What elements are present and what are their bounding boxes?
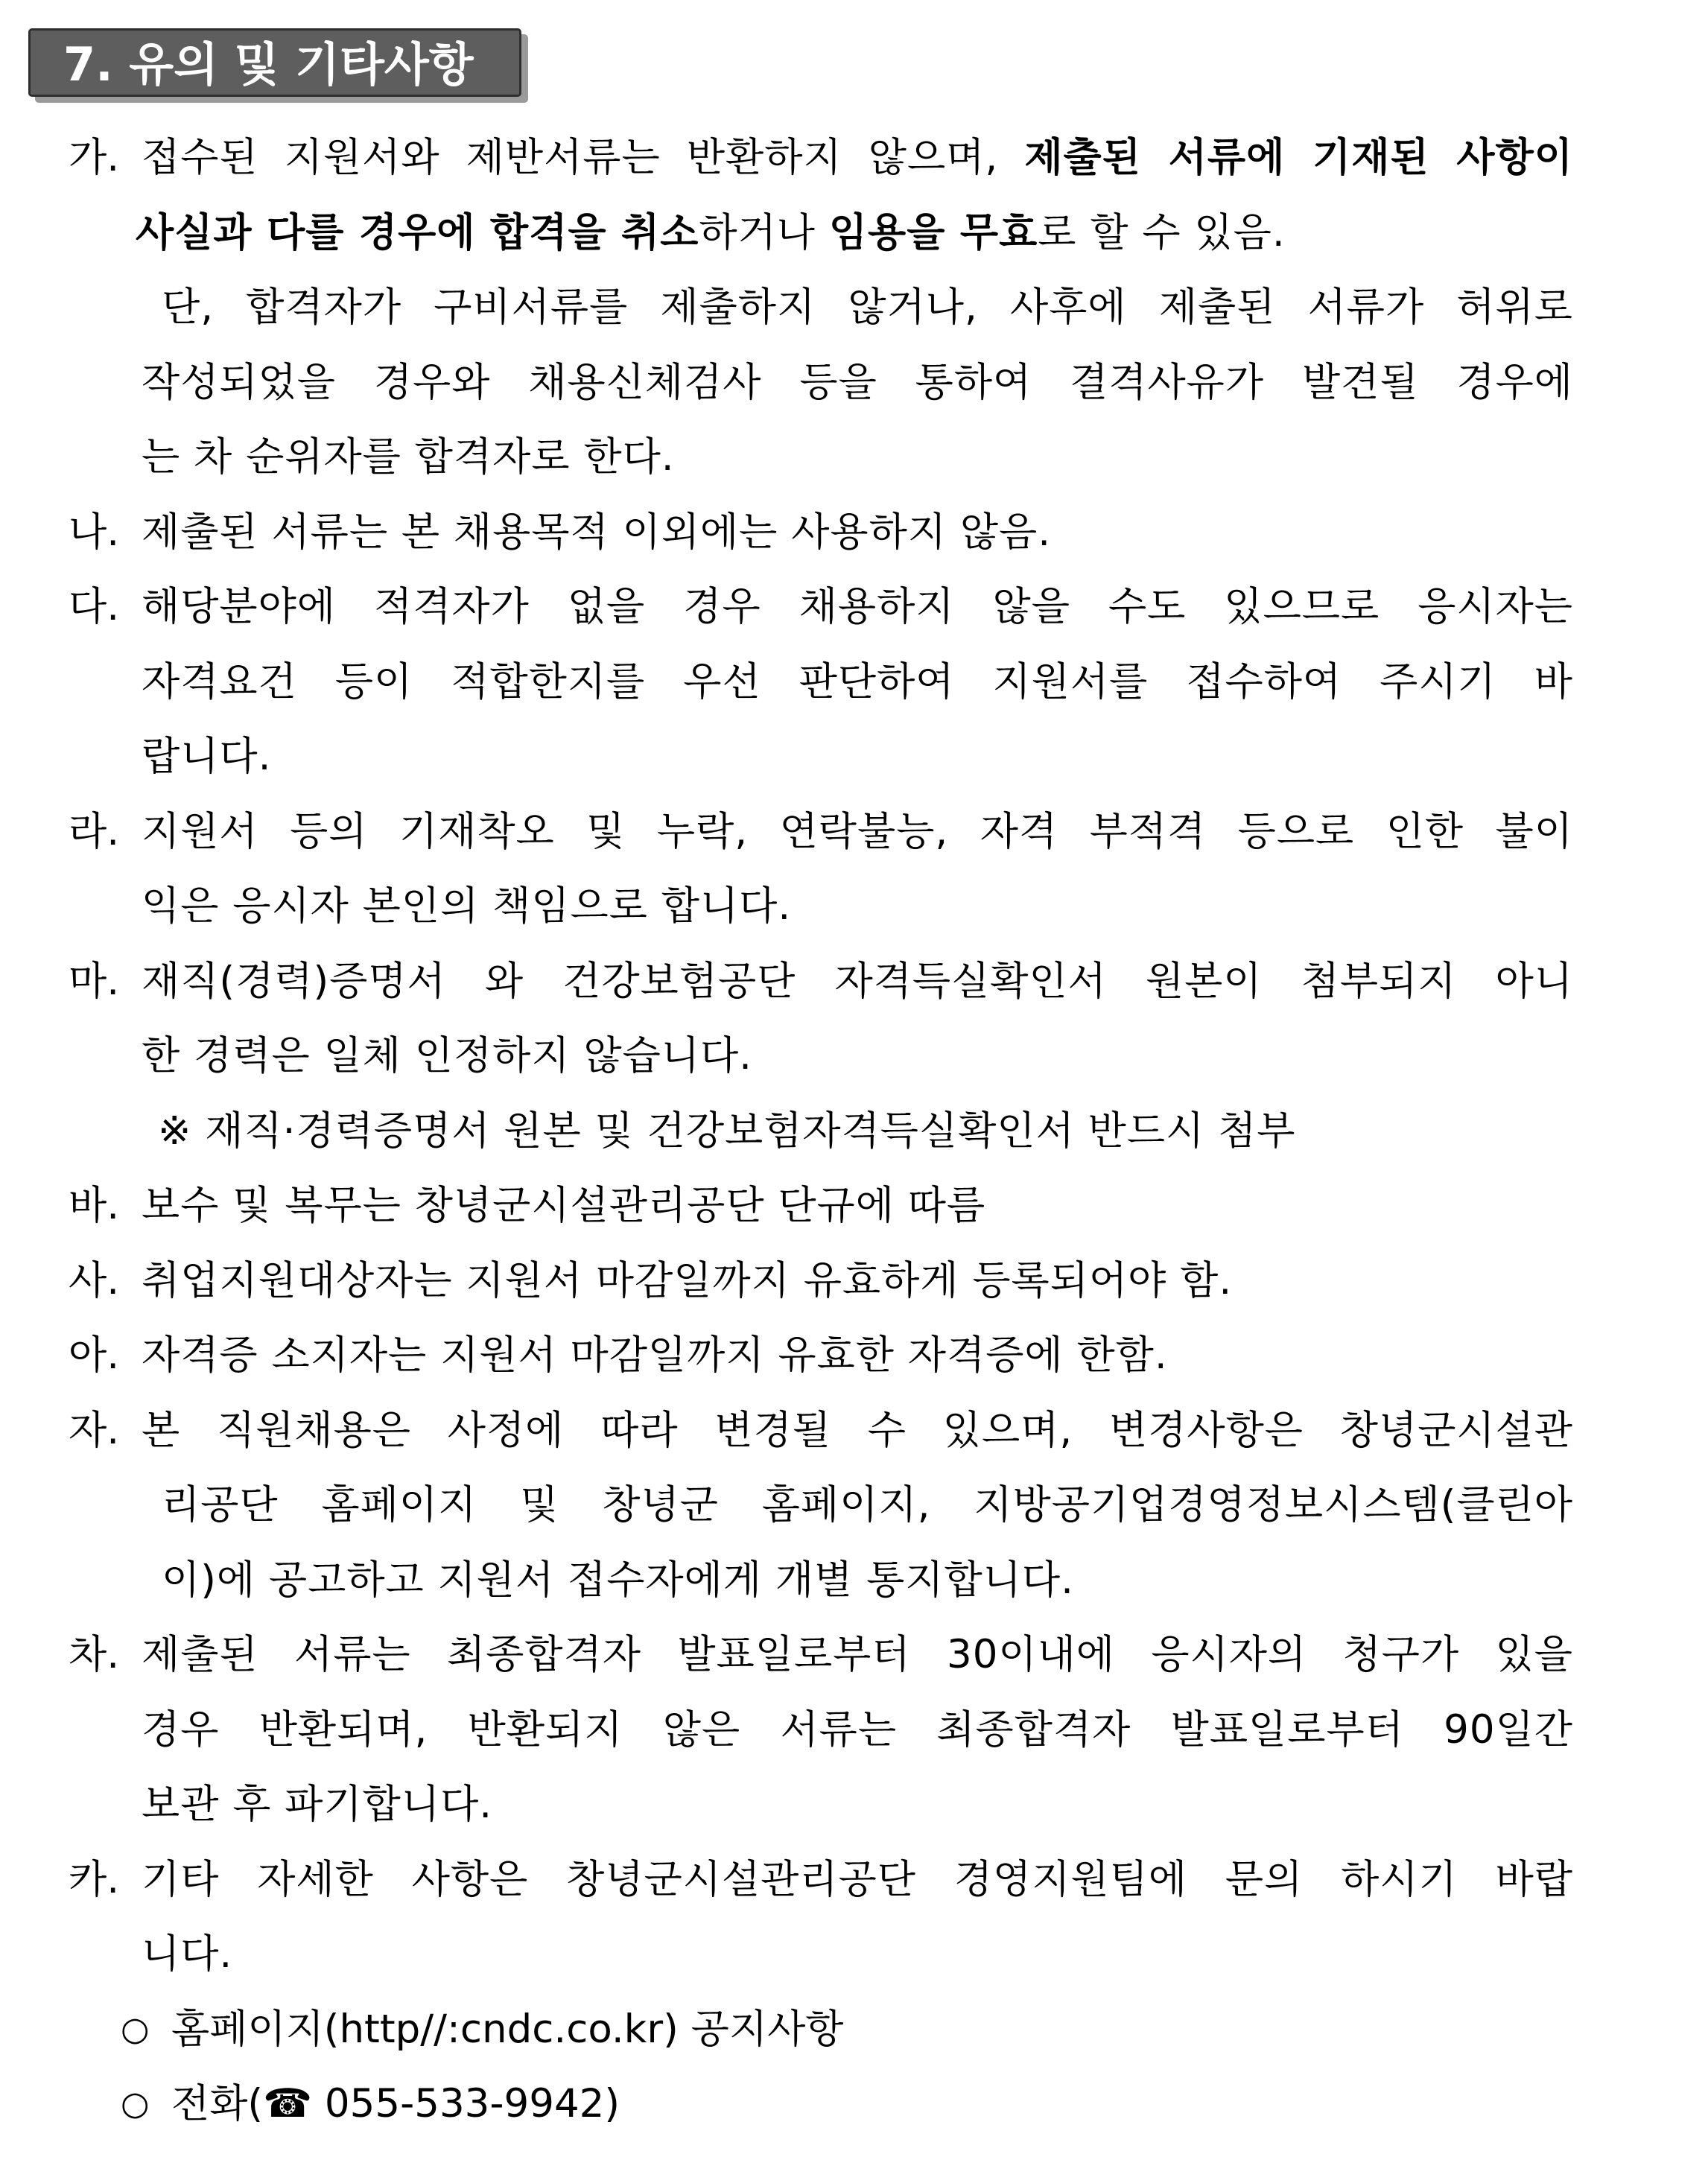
- item-marker: 아.: [69, 1332, 120, 1378]
- item-text-line: 보관 후 파기합니다.: [142, 1782, 493, 1827]
- item-text: 지원서 등의 기재착오 및 누락, 연락불능, 자격 부적격 등으로 인한 불이: [142, 808, 1573, 854]
- item-text-line: 자격요건 등이 적합한지를 우선 판단하여 지원서를 접수하여 주시기 바: [142, 658, 1573, 705]
- item-text-line: 사실과 다를 경우에 합격을 취소하거나 임용을 무효로 할 수 있음.: [136, 209, 1286, 255]
- item-marker: 다.: [69, 584, 120, 629]
- item-text-line: 한 경력은 일체 인정하지 않습니다.: [142, 1033, 753, 1078]
- item-marker: 라.: [69, 808, 120, 854]
- item-text: 제출된 서류는 본 채용목적 이외에는 사용하지 않음.: [142, 509, 1052, 555]
- item-text: 보수 및 복무는 창녕군시설관리공단 단규에 따름: [142, 1183, 986, 1228]
- list-item-ga: [69, 121, 1573, 196]
- list-item-ra: [69, 795, 1573, 870]
- item-text-line: 랍니다.: [142, 734, 272, 779]
- item-text: 본 직원채용은 사정에 따라 변경될 수 있으며, 변경사항은 창녕군시설관: [142, 1407, 1573, 1453]
- list-item-na: [69, 495, 1573, 571]
- circle-bullet-icon: ○: [121, 2010, 150, 2048]
- item-text-line: 경우 반환되며, 반환되지 않은 서류는 최종합격자 발표일로부터 90일간: [142, 1706, 1573, 1753]
- item-text: 재직(경력)증명서 와 건강보험공단 자격득실확인서 원본이 첨부되지 아니: [142, 958, 1573, 1004]
- item-marker: 자.: [69, 1407, 120, 1453]
- item-text: 해당분야에 적격자가 없을 경우 채용하지 않을 수도 있으므로 응시자는: [142, 584, 1573, 629]
- item-text: 제출된 서류는 최종합격자 발표일로부터 30이내에 응시자의 청구가 있을: [142, 1632, 1573, 1677]
- list-item-ma: [69, 944, 1573, 1020]
- item-marker: 마.: [69, 958, 120, 1004]
- list-item-sa: [69, 1244, 1573, 1319]
- item-text-line: 단, 합격자가 구비서류를 제출하지 않거나, 사후에 제출된 서류가 허위로: [162, 285, 1573, 330]
- item-text-line: 익은 응시자 본인의 책임으로 합니다.: [142, 883, 792, 929]
- item-text: 접수된 지원서와 제반서류는 반환하지 않으며, 제출된 서류에 기재된 사항이: [142, 135, 1573, 180]
- item-text-line: 작성되었을 경우와 채용신체검사 등을 통하여 결격사유가 발견될 경우에: [142, 359, 1573, 405]
- item-text-line: 리공단 홈페이지 및 창녕군 홈페이지, 지방공기업경영정보시스템(클린아: [162, 1482, 1573, 1528]
- item-note: ※ 재직·경력증명서 원본 및 건강보험자격득실확인서 반드시 첨부: [158, 1108, 1296, 1154]
- item-text-line: 이)에 공고하고 지원서 접수자에게 개별 통지합니다.: [162, 1557, 1074, 1603]
- list-item-cha: [69, 1618, 1573, 1693]
- homepage-text: 홈페이지(http//:cndc.co.kr) 공지사항: [171, 2006, 844, 2052]
- item-text: 취업지원대상자는 지원서 마감일까지 유효하게 등록되어야 함.: [142, 1257, 1233, 1303]
- list-item-aa: [69, 1318, 1573, 1394]
- list-item-ba: [69, 1169, 1573, 1244]
- emphasis-text: 사실과 다를 경우에 합격을 취소: [136, 209, 699, 255]
- item-text-line: 니다.: [142, 1931, 233, 1977]
- emphasis-text: 제출된 서류에 기재된 사항이: [1024, 135, 1573, 180]
- item-marker: 가.: [69, 135, 120, 180]
- item-marker: 카.: [69, 1856, 120, 1902]
- item-text: 자격증 소지자는 지원서 마감일까지 유효한 자격증에 한함.: [142, 1332, 1168, 1378]
- item-marker: 바.: [69, 1183, 120, 1228]
- item-marker: 나.: [69, 509, 120, 555]
- list-item-da: [69, 570, 1573, 645]
- contact-phone: [69, 2067, 1573, 2142]
- item-text-line: 는 차 순위자를 합격자로 한다.: [142, 434, 675, 480]
- section-title: 7. 유의 및 기타사항: [28, 28, 521, 97]
- circle-bullet-icon: ○: [121, 2085, 150, 2123]
- list-item-ka: [69, 1843, 1573, 1918]
- section-heading: [28, 28, 521, 97]
- list-item-ja: [69, 1394, 1573, 1469]
- item-marker: 차.: [69, 1632, 120, 1677]
- notice-list: [69, 121, 1573, 2142]
- item-marker: 사.: [69, 1257, 120, 1303]
- phone-text: 전화(☎ 055-533-9942): [171, 2081, 620, 2126]
- emphasis-text: 임용을 무효: [828, 209, 1038, 255]
- item-text: 기타 자세한 사항은 창녕군시설관리공단 경영지원팀에 문의 하시기 바랍: [142, 1856, 1573, 1902]
- contact-homepage: [69, 1992, 1573, 2068]
